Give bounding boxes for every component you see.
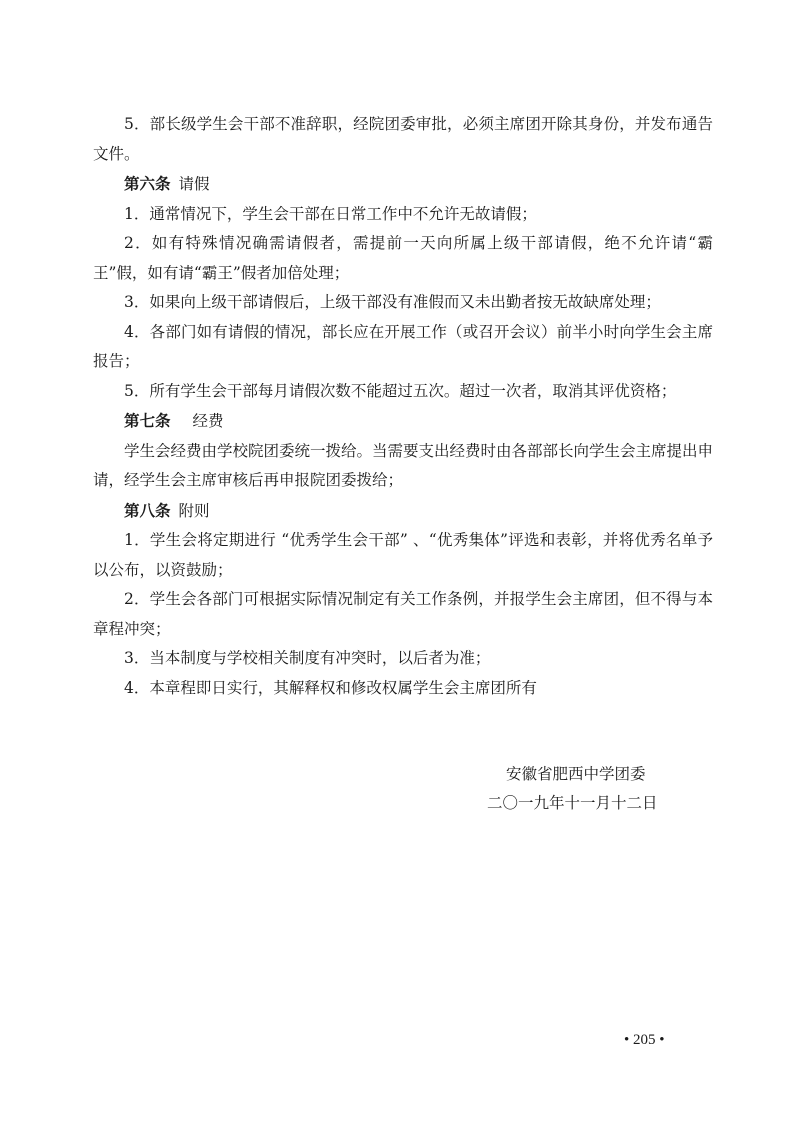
signature-date: 二〇一九年十一月十二日 [487, 794, 658, 812]
article-8-number: 第八条 [124, 500, 171, 520]
signature-organization: 安徽省肥西中学团委 [506, 765, 646, 783]
article-6-item-5: 5．所有学生会干部每月请假次数不能超过五次。超过一次者，取消其评优资格； [124, 381, 677, 400]
article-7-number: 第七条 [124, 411, 171, 430]
article-8-title: 附则 [178, 501, 210, 520]
article-6-item-1: 1．通常情况下，学生会干部在日常工作中不允许无故请假； [124, 204, 537, 223]
article-7-heading [93, 406, 713, 437]
article-8-item-1: 1．学生会将定期进行 “优秀学生会干部” 、“优秀集体”评选和表彰，并将优秀名单予以公布，以资鼓励； [93, 531, 713, 579]
paragraph-dismissal-rule: 5．部长级学生会干部不准辞职，经院团委审批，必须主席团开除其身份，并发布通告文件。 [93, 115, 713, 163]
article-6-heading [93, 169, 713, 200]
article-6-title: 请假 [178, 175, 210, 193]
article-8-item-4: 4．本章程即日实行，其解释权和修改权属学生会主席团所有 [124, 678, 537, 697]
article-6-item-3: 3．如果向上级干部请假后，上级干部没有准假而又未出勤者按无故缺席处理； [124, 293, 661, 311]
article-8-heading [93, 496, 713, 527]
article-8-item-3: 3．当本制度与学校相关制度有冲突时，以后者为准； [124, 649, 491, 667]
article-7-item-1: 学生会经费由学校院团委统一拨给。当需要支出经费时由各部部长向学生会主席提出申请，经学生会主席审核后再申报院团委拨给； [93, 441, 714, 489]
article-6-item-2: 2．如有特殊情况确需请假者，需提前一天向所属上级干部请假，绝不允许请“霸王”假，如有请“霸王”假者加倍处理； [93, 234, 713, 282]
article-6-number: 第六条 [124, 174, 171, 193]
article-6-item-4: 4．各部门如有请假的情况，部长应在开展工作（或召开会议）前半小时向学生会主席报告； [93, 322, 713, 370]
page-number: • 205 • [624, 1032, 665, 1048]
article-7-title: 经费 [192, 412, 224, 430]
document-body [93, 110, 713, 703]
article-8-item-2: 2．学生会各部门可根据实际情况制定有关工作条例，并报学生会主席团，但不得与本章程冲突； [93, 590, 713, 638]
